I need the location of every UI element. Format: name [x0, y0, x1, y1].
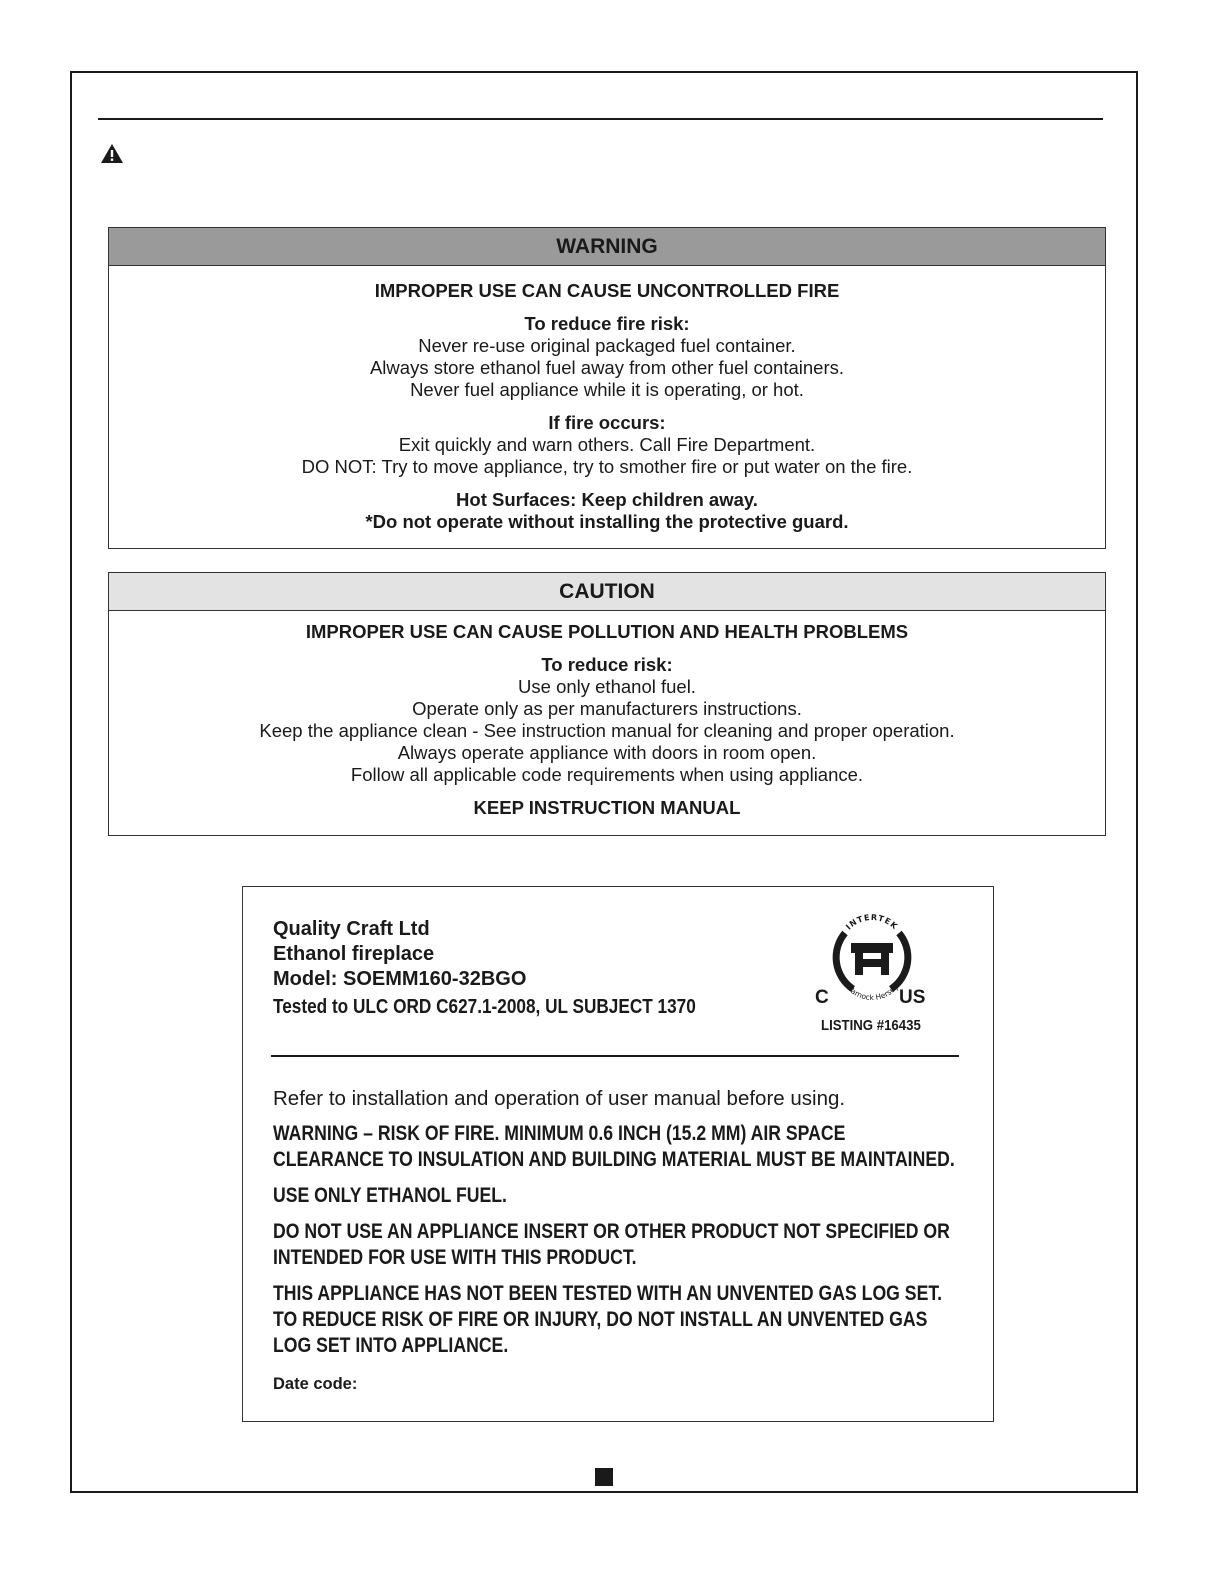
listing-number: LISTING #16435 — [821, 1017, 921, 1034]
fire-risk-line: Never fuel appliance while it is operating, or hot. — [410, 379, 804, 400]
cert-top-text: INTERTEK — [844, 912, 900, 932]
keep-manual-note: KEEP INSTRUCTION MANUAL — [473, 797, 741, 818]
fire-occurs-heading: If fire occurs: — [548, 412, 666, 433]
caution-hazard: IMPROPER USE CAN CAUSE POLLUTION AND HEALTH PROBLEMS — [305, 621, 909, 642]
fire-occurs-line: DO NOT: Try to move appliance, try to smother fire or put water on the fire. — [301, 456, 913, 477]
fire-risk-line: Never re-use original packaged fuel container. — [418, 335, 796, 356]
reduce-risk-line: Always operate appliance with doors in room open. — [397, 742, 817, 763]
cert-left-mark: C — [815, 987, 829, 1008]
reduce-risk-line: Use only ethanol fuel. — [518, 676, 696, 697]
svg-text:INTERTEK — [844, 913, 900, 932]
hot-surface-section — [109, 489, 1105, 533]
fire-occurs-line: Exit quickly and warn others. Call Fire Department. — [398, 434, 816, 455]
cert-right-mark: US — [899, 987, 926, 1008]
intertek-wh-logo — [811, 903, 931, 1015]
company-name: Quality Craft Ltd — [273, 918, 430, 940]
warning-title: WARNING — [109, 228, 1105, 266]
reduce-risk-heading: To reduce risk: — [541, 654, 673, 675]
fire-risk-line: Always store ethanol fuel away from other fuel containers. — [369, 357, 845, 378]
test-standard: Tested to ULC ORD C627.1-2008, UL SUBJECT 1370 — [273, 996, 696, 1018]
warning-hazard: IMPROPER USE CAN CAUSE UNCONTROLLED FIRE — [374, 280, 840, 301]
label-header — [273, 917, 765, 1022]
fire-risk-heading: To reduce fire risk: — [524, 313, 690, 334]
fire-occurs-section — [109, 412, 1105, 478]
ethanol-only-note: USE ONLY ETHANOL FUEL. — [273, 1184, 507, 1207]
reduce-risk-line: Operate only as per manufacturers instructions. — [412, 698, 802, 719]
caution-panel — [108, 572, 1106, 836]
product-name: Ethanol fireplace — [273, 943, 435, 965]
warning-panel — [108, 227, 1106, 549]
label-divider — [271, 1055, 959, 1057]
header-rule — [98, 118, 1103, 120]
caution-title: CAUTION — [109, 573, 1105, 611]
insert-warning: DO NOT USE AN APPLIANCE INSERT OR OTHER PRODUCT NOT SPECIFIED OR INTENDED FOR USE WITH THIS PRODUCT. — [273, 1220, 950, 1269]
reduce-risk-section — [109, 654, 1105, 786]
rating-label — [242, 886, 994, 1422]
clearance-warning: WARNING – RISK OF FIRE. MINIMUM 0.6 INCH (15.2 MM) AIR SPACE CLEARANCE TO INSULATION AND BUILDING MATERIAL MUST BE MAINTAINED. — [273, 1122, 955, 1171]
date-code: Date code: — [273, 1375, 358, 1393]
warning-triangle-icon — [100, 143, 124, 164]
reduce-risk-line: Keep the appliance clean - See instruction manual for cleaning and proper operation. — [259, 720, 955, 741]
cert-bottom-text: Warnock Hersey — [844, 982, 900, 1003]
label-body — [273, 1085, 963, 1394]
hot-surfaces-note: Hot Surfaces: Keep children away. — [456, 489, 758, 510]
refer-note: Refer to installation and operation of user manual before using. — [273, 1087, 846, 1110]
svg-text:Warnock Hersey — [844, 982, 900, 1002]
reduce-risk-line: Follow all applicable code requirements when using appliance. — [350, 764, 864, 785]
gas-log-warning: THIS APPLIANCE HAS NOT BEEN TESTED WITH AN UNVENTED GAS LOG SET. TO REDUCE RISK OF FIRE OR INJURY, DO NOT INSTALL AN UNVENTED GAS LOG SET INTO APPLIANCE. — [273, 1282, 943, 1357]
guard-note: *Do not operate without installing the protective guard. — [365, 511, 849, 532]
model-number: Model: SOEMM160-32BGO — [273, 968, 527, 990]
fire-risk-section — [109, 313, 1105, 401]
black-square-icon — [595, 1468, 613, 1486]
